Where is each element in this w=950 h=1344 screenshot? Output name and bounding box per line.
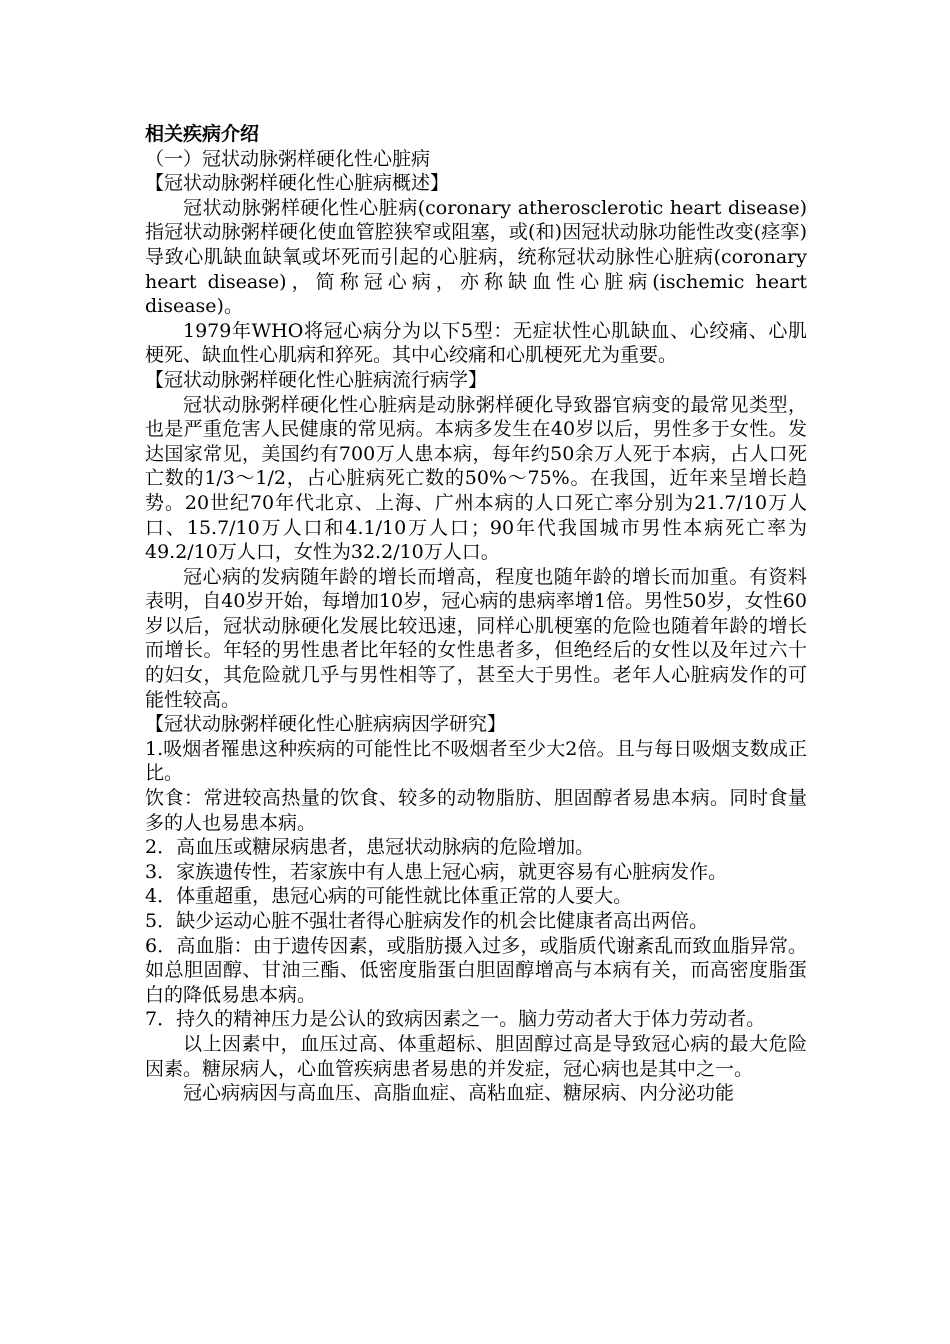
paragraph-summary: 以上因素中，血压过高、体重超标、胆固醇过高是导致冠心病的最大危险因素。糖尿病人，心血管疾病患者易患的并发症，冠心病也是其中之一。 [145,1032,807,1080]
heading-overview: 【冠状动脉粥样硬化性心脏病概述】 [145,172,450,195]
heading-epidemiology: 【冠状动脉粥样硬化性心脏病流行病学】 [145,368,488,391]
document-title: 相关疾病介绍 [145,123,260,145]
cause-item-6: 6．高血脂：由于遗传因素，或脂肪摄入过多，或脂质代谢紊乱而致血脂异常。如总胆固醇、甘油三酯、低密度脂蛋白胆固醇增高与本病有关，而高密度脂蛋白的降低易患本病。 [145,934,807,1006]
paragraph-last: 冠心病病因与高血压、高脂血症、高粘血症、糖尿病、内分泌功能 [183,1082,735,1105]
paragraph-overview-1: 冠状动脉粥样硬化性心脏病(coronary atherosclerotic heart disease)指冠状动脉粥样硬化使血管腔狭窄或阻塞，或(和)因冠状动脉功能性改变(痉挛)导致心肌缺血缺氧或坏死而引起的心脏病，统称冠状动脉性心脏病(coronary heart disease)，简称冠心病，亦称缺血性心脏病(ischemic heart disease)。 [145,196,807,318]
section-heading-1: （一）冠状动脉粥样硬化性心脏病 [145,147,431,170]
paragraph-epidemiology-1: 冠状动脉粥样硬化性心脏病是动脉粥样硬化导致器官病变的最常见类型，也是严重危害人民健康的常见病。本病多发生在40岁以后，男性多于女性。发达国家常见，美国约有700万人患本病，每年约50余万人死于本病，占人口死亡数的1/3～1/2，占心脏病死亡数的50%～75%。在我国，近年来呈增长趋势。20世纪70年代北京、上海、广州本病的人口死亡率分别为21.7/10万人口、15.7/10万人口和4.1/10万人口；90年代我国城市男性本病死亡率为49.2/10万人口，女性为32.2/10万人口。 [145,393,807,564]
cause-item-diet: 饮食：常进较高热量的饮食、较多的动物脂肪、胆固醇者易患本病。同时食量多的人也易患本病。 [145,787,807,834]
cause-item-2: 2．高血压或糖尿病患者，患冠状动脉病的危险增加。 [145,836,595,859]
cause-item-4: 4．体重超重，患冠心病的可能性就比体重正常的人要大。 [145,885,633,908]
paragraph-overview-2: 1979年WHO将冠心病分为以下5型：无症状性心肌缺血、心绞痛、心肌梗死、缺血性心肌病和猝死。其中心绞痛和心肌梗死尤为重要。 [145,319,807,367]
paragraph-epidemiology-2: 冠心病的发病随年龄的增长而增高，程度也随年龄的增长而加重。有资料表明，自40岁开始，每增加10岁，冠心病的患病率增1倍。男性50岁，女性60岁以后，冠状动脉硬化发展比较迅速，同样心肌梗塞的危险也随着年龄的增长而增长。年轻的男性患者比年轻的女性患者多，但绝经后的女性以及年过六十的妇女，其危险就几乎与男性相等了，甚至大于男性。老年人心脏病发作的可能性较高。 [145,565,807,711]
document-body [145,122,807,1106]
cause-item-1: 1.吸烟者罹患这种疾病的可能性比不吸烟者至少大2倍。且与每日吸烟支数成正比。 [145,737,807,785]
cause-item-7: 7．持久的精神压力是公认的致病因素之一。脑力劳动者大于体力劳动者。 [145,1008,766,1031]
heading-etiology: 【冠状动脉粥样硬化性心脏病病因学研究】 [145,713,507,736]
cause-item-3: 3．家族遗传性，若家族中有人患上冠心病，就更容易有心脏病发作。 [145,860,728,883]
cause-item-5: 5．缺少运动心脏不强壮者得心脏病发作的机会比健康者高出两倍。 [145,910,709,932]
